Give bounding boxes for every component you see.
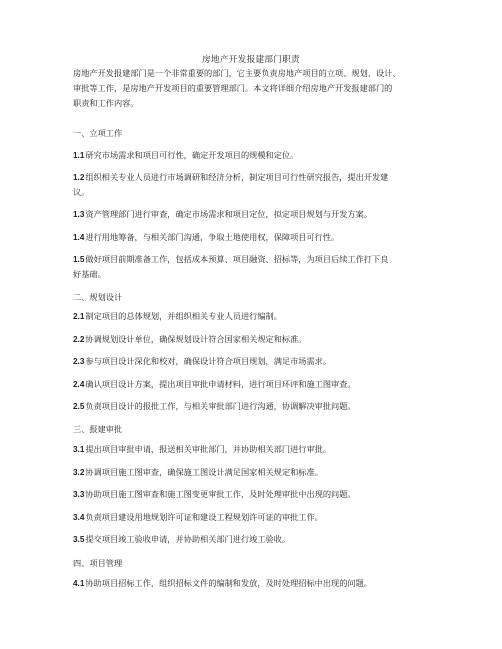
item-number: 2.1 — [73, 312, 85, 321]
item-text: 提出项目审批申请，报送相关审批部门，并协助相关部门进行审批。 — [85, 444, 332, 454]
list-item — [73, 510, 433, 525]
item-text: 提交项目竣工验收申请，并协助相关部门进行竣工验收。 — [85, 534, 291, 544]
intro-paragraph — [73, 66, 433, 111]
item-number: 1.1 — [73, 151, 85, 160]
item-number: 2.3 — [73, 357, 85, 366]
document-title: 房地产开发报建部门职责 — [202, 55, 300, 65]
item-text: 负责项目建设用地规划许可证和建设工程规划许可证的审批工作。 — [85, 512, 323, 522]
item-text: 进行用地筹备，与相关部门沟通，争取土地使用权，保障项目可行性。 — [85, 232, 340, 242]
item-number: 2.4 — [73, 380, 85, 389]
section-heading: 二、规划设计 — [73, 292, 123, 302]
list-item — [73, 465, 433, 480]
list-item — [73, 487, 433, 502]
section-heading: 三、报建审批 — [73, 424, 123, 434]
item-text: 议。 — [73, 187, 90, 197]
item-text: 协调规划设计单位，确保规划设计符合国家相关规定和标准。 — [85, 334, 307, 344]
item-number: 3.3 — [73, 490, 85, 499]
section-heading: 一、立项工作 — [73, 128, 123, 138]
item-text: 协助项目招标工作，组织招标文件的编制和发放，及时处理招标中出现的问题。 — [85, 578, 372, 588]
list-item — [73, 309, 433, 324]
item-text: 协调项目施工图审查，确保施工图设计满足国家相关规定和标准。 — [85, 467, 323, 477]
item-number: 1.5 — [73, 255, 85, 264]
item-number: 1.3 — [73, 210, 85, 219]
list-item — [73, 230, 433, 245]
item-number: 1.2 — [73, 173, 85, 182]
intro-line: 房地产开发报建部门是一个非常重要的部门，它主要负责房地产项目的立项、规划、设计、 — [73, 68, 401, 78]
item-text: 资产管理部门进行审查，确定市场需求和项目定位，拟定项目规划与开发方案。 — [85, 209, 372, 219]
item-text: 参与项目设计深化和校对，确保设计符合项目规划，满足市场需求。 — [85, 356, 332, 366]
item-text: 做好项目前期准备工作，包括成本预算、项目融资、招标等，为项目后续工作打下良 — [85, 254, 389, 264]
list-item — [73, 399, 433, 414]
item-number: 3.2 — [73, 468, 85, 477]
item-text: 确认项目设计方案，提出项目审批申请材料，进行项目环评和施工图审查。 — [85, 379, 356, 389]
item-number: 4.1 — [73, 579, 85, 588]
item-number: 3.5 — [73, 535, 85, 544]
intro-line: 职责和工作内容。 — [73, 98, 139, 108]
item-text: 组织相关专业人员进行市场调研和经济分析，制定项目可行性研究报告，提出开发建 — [85, 172, 389, 182]
item-text: 负责项目设计的报批工作，与相关审批部门进行沟通，协调解决审批问题。 — [85, 401, 356, 411]
section-heading: 四、项目管理 — [73, 558, 123, 568]
list-item — [73, 207, 433, 222]
item-number: 2.2 — [73, 335, 85, 344]
item-text: 好基础。 — [73, 269, 106, 279]
item-text: 协助项目施工图审查和施工图变更审批工作，及时处理审批中出现的问题。 — [85, 489, 356, 499]
list-item — [73, 576, 433, 591]
intro-line: 审批等工作，是房地产开发项目的重要管理部门。本文将详细介绍房地产开发报建部门的 — [73, 83, 393, 93]
list-item — [73, 332, 433, 347]
item-text: 制定项目的总体规划，并组织相关专业人员进行编制。 — [85, 311, 282, 321]
item-number: 2.5 — [73, 402, 85, 411]
item-text: 研究市场需求和项目可行性，确定开发项目的规模和定位。 — [85, 150, 299, 160]
item-number: 3.4 — [73, 513, 85, 522]
list-item — [73, 252, 433, 282]
list-item — [73, 148, 433, 163]
list-item — [73, 442, 433, 457]
item-number: 3.1 — [73, 445, 85, 454]
list-item — [73, 170, 433, 200]
list-item — [73, 377, 433, 392]
list-item — [73, 354, 433, 369]
item-number: 1.4 — [73, 233, 85, 242]
list-item — [73, 532, 433, 547]
